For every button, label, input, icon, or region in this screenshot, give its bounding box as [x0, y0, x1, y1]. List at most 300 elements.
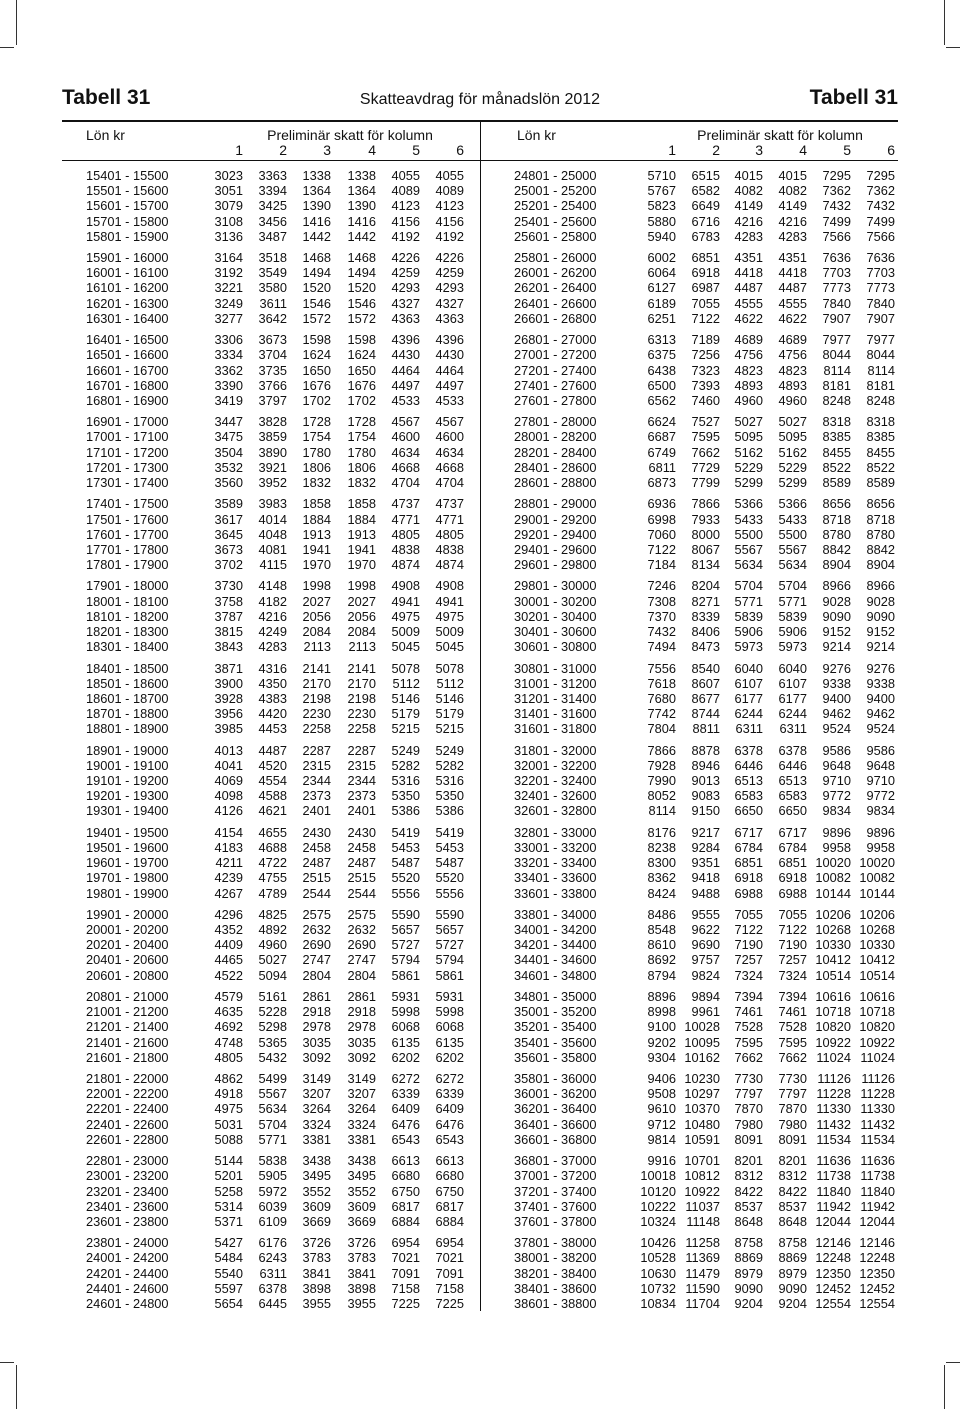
tax-column-4: 4756 — [778, 347, 807, 363]
tax-column-3: 6988 — [734, 885, 763, 901]
tax-column-2: 11590 — [685, 1280, 720, 1296]
tax-column-2: 8946 — [691, 757, 720, 773]
table-row — [0, 825, 960, 840]
tax-column-1: 3475 — [214, 429, 243, 445]
tax-column-4: 2258 — [347, 721, 376, 737]
tax-column-4: 1970 — [347, 557, 376, 573]
tax-column-6: 4771 — [435, 511, 464, 527]
income-range: 34201 - 34400 — [514, 937, 597, 953]
table-row — [0, 229, 960, 244]
tax-column-3: 4149 — [734, 198, 763, 214]
tax-column-4: 4622 — [778, 310, 807, 326]
tax-column-1: 4522 — [214, 967, 243, 983]
income-range: 26201 - 26400 — [514, 280, 597, 296]
tax-column-2: 10701 — [684, 1153, 720, 1169]
tax-column-5: 7295 — [822, 168, 851, 183]
tax-column-2: 9083 — [691, 788, 720, 804]
tax-column-2: 9351 — [691, 855, 720, 871]
income-range: 30401 - 30600 — [514, 624, 597, 640]
tax-column-2: 4520 — [258, 757, 287, 773]
tax-column-1: 3419 — [214, 392, 243, 408]
tax-column-1: 7990 — [647, 773, 676, 789]
tax-column-1: 4041 — [214, 757, 243, 773]
tax-column-4: 1728 — [347, 414, 376, 430]
tax-column-4: 4689 — [778, 332, 807, 348]
tax-column-2: 10297 — [684, 1086, 720, 1102]
tax-column-3: 3552 — [302, 1183, 331, 1199]
tax-column-5: 5657 — [391, 922, 420, 938]
tax-column-6: 11840 — [860, 1183, 895, 1199]
tax-column-3: 1780 — [302, 444, 331, 460]
income-range: 16201 - 16300 — [86, 295, 169, 311]
tax-column-5: 7499 — [822, 213, 851, 229]
tax-column-5: 4567 — [391, 414, 420, 430]
tax-column-2: 7393 — [691, 377, 720, 393]
tax-column-4: 7394 — [778, 988, 807, 1004]
tax-column-1: 6687 — [647, 429, 676, 445]
tax-column-5: 11534 — [816, 1131, 851, 1147]
tax-column-2: 3394 — [258, 183, 287, 199]
tax-column-4: 5567 — [778, 541, 807, 557]
tax-column-6: 11024 — [860, 1049, 895, 1065]
tax-column-6: 4634 — [435, 444, 464, 460]
income-range: 19701 - 19800 — [86, 870, 169, 886]
row-group — [0, 332, 960, 408]
tax-column-4: 5634 — [778, 557, 807, 573]
tax-column-6: 7295 — [866, 168, 895, 183]
tax-column-3: 1858 — [302, 496, 331, 512]
tax-column-2: 7866 — [691, 496, 720, 512]
tax-column-5: 12452 — [815, 1280, 851, 1296]
tax-column-5: 7773 — [822, 280, 851, 296]
income-range: 36801 - 37000 — [514, 1153, 597, 1169]
tax-column-2: 8271 — [691, 593, 720, 609]
tax-column-4: 3438 — [347, 1153, 376, 1169]
tax-column-4: 8758 — [778, 1235, 807, 1251]
tax-column-3: 1806 — [302, 459, 331, 475]
tax-column-4: 6513 — [778, 773, 807, 789]
tax-column-3: 2258 — [302, 721, 331, 737]
income-range: 32201 - 32400 — [514, 773, 597, 789]
income-range: 30201 - 30400 — [514, 608, 597, 624]
tax-column-3: 8422 — [734, 1183, 763, 1199]
income-range: 36401 - 36600 — [514, 1116, 597, 1132]
tax-column-3: 2344 — [302, 773, 331, 789]
tax-column-5: 5179 — [391, 706, 420, 722]
tax-column-3: 1572 — [302, 310, 331, 326]
tax-column-5: 11330 — [816, 1101, 851, 1117]
tax-column-5: 11126 — [817, 1071, 851, 1087]
tax-column-6: 4805 — [435, 526, 464, 542]
tax-column-2: 5499 — [258, 1071, 287, 1087]
tax-column-1: 8998 — [647, 1004, 676, 1020]
tax-column-5: 8656 — [822, 496, 851, 512]
column-number-5: 5 — [843, 142, 851, 158]
income-range: 16401 - 16500 — [86, 332, 169, 348]
tax-column-4: 2315 — [347, 757, 376, 773]
tax-column-2: 9622 — [691, 922, 720, 938]
tax-column-3: 4622 — [734, 310, 763, 326]
column-number-row — [0, 142, 960, 158]
tax-column-4: 1941 — [347, 541, 376, 557]
tax-column-5: 6339 — [391, 1086, 420, 1102]
tax-column-4: 6040 — [778, 660, 807, 676]
tax-column-1: 7246 — [647, 578, 676, 594]
tax-column-3: 2198 — [302, 690, 331, 706]
tax-column-6: 7225 — [435, 1295, 464, 1311]
tax-column-1: 3334 — [214, 347, 243, 363]
income-range: 17201 - 17300 — [86, 459, 169, 475]
income-range: 20801 - 21000 — [86, 988, 169, 1004]
column-number-4: 4 — [368, 142, 376, 158]
tax-column-5: 5249 — [391, 742, 420, 758]
tax-column-3: 8979 — [734, 1265, 763, 1281]
tax-column-4: 3207 — [347, 1086, 376, 1102]
tax-column-6: 9400 — [866, 690, 895, 706]
tax-column-1: 3164 — [214, 250, 243, 266]
tax-column-5: 11840 — [816, 1183, 851, 1199]
tax-column-5: 5998 — [391, 1004, 420, 1020]
tax-column-1: 3108 — [214, 213, 243, 229]
tax-column-5: 5556 — [391, 885, 420, 901]
tax-column-4: 3324 — [347, 1116, 376, 1132]
tax-column-3: 2315 — [302, 757, 331, 773]
tax-column-6: 5282 — [435, 757, 464, 773]
tax-column-3: 1884 — [302, 511, 331, 527]
tax-column-6: 9462 — [866, 706, 895, 722]
row-group — [0, 661, 960, 737]
tax-column-5: 10820 — [815, 1019, 851, 1035]
tax-column-3: 1390 — [302, 198, 331, 214]
column-number-2: 2 — [712, 142, 720, 158]
income-range: 19101 - 19200 — [86, 773, 169, 789]
tax-column-4: 4823 — [778, 362, 807, 378]
tax-column-2: 3611 — [259, 295, 287, 311]
tax-column-6: 7091 — [435, 1265, 464, 1281]
tax-column-2: 4487 — [258, 742, 287, 758]
tax-column-1: 6313 — [647, 332, 676, 348]
income-range: 28401 - 28600 — [514, 459, 597, 475]
tax-column-6: 10020 — [859, 855, 895, 871]
tax-column-6: 5316 — [435, 773, 464, 789]
tax-column-4: 4015 — [778, 168, 807, 183]
table-row — [0, 414, 960, 429]
tax-column-5: 12248 — [815, 1250, 851, 1266]
tax-column-3: 8091 — [734, 1131, 763, 1147]
tax-column-5: 5316 — [391, 773, 420, 789]
income-range: 25801 - 26000 — [514, 250, 597, 266]
table-row — [0, 1214, 960, 1229]
income-range: 24401 - 24600 — [86, 1280, 169, 1296]
tax-column-5: 9152 — [822, 624, 851, 640]
tax-column-1: 6624 — [647, 414, 676, 430]
tax-column-6: 10412 — [859, 952, 895, 968]
tax-column-5: 11738 — [816, 1168, 851, 1184]
tax-column-2: 8811 — [692, 721, 720, 737]
tax-column-3: 7528 — [734, 1019, 763, 1035]
row-group — [0, 1071, 960, 1147]
tax-column-1: 5880 — [647, 213, 676, 229]
tax-column-6: 4874 — [435, 557, 464, 573]
tax-column-3: 1624 — [302, 347, 331, 363]
tax-column-3: 1998 — [302, 578, 331, 594]
tax-column-1: 3787 — [214, 608, 243, 624]
table-row — [0, 721, 960, 736]
tax-column-2: 7595 — [691, 429, 720, 445]
tax-column-4: 2287 — [347, 742, 376, 758]
tax-column-4: 7190 — [778, 937, 807, 953]
tax-column-3: 5634 — [734, 557, 763, 573]
income-range: 17501 - 17600 — [86, 511, 169, 527]
tax-column-5: 6954 — [391, 1235, 420, 1251]
tax-column-2: 10922 — [684, 1183, 720, 1199]
income-range: 19901 - 20000 — [86, 906, 169, 922]
tax-column-5: 5146 — [391, 690, 420, 706]
income-range: 15701 - 15800 — [86, 213, 169, 229]
row-group — [0, 414, 960, 490]
tax-column-5: 8780 — [822, 526, 851, 542]
tax-column-2: 10370 — [684, 1101, 720, 1117]
tax-column-1: 8300 — [647, 855, 676, 871]
tax-column-5: 4771 — [391, 511, 420, 527]
tax-column-6: 12146 — [859, 1235, 895, 1251]
tax-column-2: 6716 — [691, 213, 720, 229]
tax-column-1: 6811 — [648, 459, 676, 475]
income-range: 27001 - 27200 — [514, 347, 597, 363]
tax-column-3: 2804 — [302, 967, 331, 983]
tax-column-4: 5366 — [778, 496, 807, 512]
table-row — [0, 1132, 960, 1147]
tax-column-2: 4115 — [259, 557, 287, 573]
tax-column-2: 5027 — [258, 952, 287, 968]
row-group — [0, 168, 960, 244]
tax-column-5: 4600 — [391, 429, 420, 445]
tax-column-1: 3504 — [214, 444, 243, 460]
tax-column-6: 4737 — [435, 496, 464, 512]
income-range: 17401 - 17500 — [86, 496, 169, 512]
income-range: 19801 - 19900 — [86, 885, 169, 901]
tax-column-5: 6409 — [391, 1101, 420, 1117]
tax-column-5: 7977 — [822, 332, 851, 348]
tax-column-3: 6650 — [734, 803, 763, 819]
tax-column-6: 12248 — [859, 1250, 895, 1266]
tax-column-3: 3092 — [302, 1049, 331, 1065]
tax-column-2: 4825 — [258, 906, 287, 922]
table-row — [0, 624, 960, 639]
income-range: 23001 - 23200 — [86, 1168, 169, 1184]
tax-column-1: 7122 — [647, 541, 676, 557]
tax-column-6: 4293 — [435, 280, 464, 296]
tax-column-2: 7729 — [691, 459, 720, 475]
tax-column-3: 7730 — [734, 1071, 763, 1087]
income-range: 32001 - 32200 — [514, 757, 597, 773]
tax-column-3: 1520 — [302, 280, 331, 296]
tax-column-3: 6244 — [734, 706, 763, 722]
tax-column-4: 7662 — [778, 1049, 807, 1065]
tax-column-2: 4148 — [258, 578, 287, 594]
tax-column-5: 4634 — [391, 444, 420, 460]
tax-column-3: 2373 — [302, 788, 331, 804]
tax-column-3: 6784 — [734, 839, 763, 855]
tax-column-5: 4327 — [391, 295, 420, 311]
tax-column-2: 3828 — [258, 414, 287, 430]
tax-column-4: 6650 — [778, 803, 807, 819]
tax-column-6: 10616 — [859, 988, 895, 1004]
tax-column-3: 1546 — [302, 295, 331, 311]
tax-column-4: 9204 — [778, 1295, 807, 1311]
tax-column-5: 4737 — [391, 496, 420, 512]
tax-column-5: 7225 — [391, 1295, 420, 1311]
tax-column-1: 8114 — [648, 803, 676, 819]
tax-column-3: 1832 — [302, 475, 331, 491]
tax-column-1: 9712 — [647, 1116, 676, 1132]
tax-column-5: 8718 — [822, 511, 851, 527]
income-range: 33801 - 34000 — [514, 906, 597, 922]
tax-column-6: 9028 — [866, 593, 895, 609]
income-range: 25001 - 25200 — [514, 183, 597, 199]
tax-column-6: 4226 — [435, 250, 464, 266]
income-range: 37001 - 37200 — [514, 1168, 597, 1184]
tax-column-3: 6513 — [734, 773, 763, 789]
tax-column-6: 6135 — [435, 1034, 464, 1050]
tax-column-6: 7499 — [866, 213, 895, 229]
tax-column-2: 3642 — [258, 310, 287, 326]
tax-column-2: 3673 — [258, 332, 287, 348]
tax-column-2: 5634 — [258, 1101, 287, 1117]
tax-column-4: 4960 — [778, 392, 807, 408]
income-range: 17601 - 17700 — [86, 526, 169, 542]
tax-column-4: 1624 — [347, 347, 376, 363]
tax-column-1: 4013 — [214, 742, 243, 758]
tax-column-1: 3306 — [214, 332, 243, 348]
table-row — [0, 639, 960, 654]
tax-column-5: 4430 — [391, 347, 420, 363]
tax-column-1: 3221 — [214, 280, 243, 296]
tax-column-5: 8248 — [822, 392, 851, 408]
tax-column-3: 5839 — [734, 608, 763, 624]
tax-column-2: 7799 — [691, 475, 720, 491]
income-range: 20401 - 20600 — [86, 952, 169, 968]
tax-column-5: 8318 — [822, 414, 851, 430]
tax-column-6: 8842 — [866, 541, 895, 557]
tax-column-6: 4123 — [435, 198, 464, 214]
tax-column-1: 3249 — [214, 295, 243, 311]
tax-column-1: 3277 — [214, 310, 243, 326]
income-range: 20601 - 20800 — [86, 967, 169, 983]
tax-column-2: 9690 — [691, 937, 720, 953]
tax-column-1: 10630 — [640, 1265, 676, 1281]
tax-column-4: 4555 — [778, 295, 807, 311]
tax-column-6: 11330 — [860, 1101, 895, 1117]
income-range: 27801 - 28000 — [514, 414, 597, 430]
tax-column-5: 4464 — [391, 362, 420, 378]
tax-column-6: 4668 — [435, 459, 464, 475]
tax-column-3: 1650 — [302, 362, 331, 378]
tax-column-2: 8677 — [691, 690, 720, 706]
income-range: 22001 - 22200 — [86, 1086, 169, 1102]
tax-column-5: 12044 — [815, 1213, 851, 1229]
table-row — [0, 1296, 960, 1311]
tax-column-4: 1780 — [347, 444, 376, 460]
tax-column-1: 3758 — [214, 593, 243, 609]
tax-column-6: 4704 — [435, 475, 464, 491]
tax-column-3: 8648 — [734, 1213, 763, 1229]
tax-column-1: 8794 — [647, 967, 676, 983]
income-range: 16101 - 16200 — [86, 280, 169, 296]
tax-column-3: 1913 — [302, 526, 331, 542]
tax-column-3: 8312 — [734, 1168, 763, 1184]
tax-column-4: 8869 — [778, 1250, 807, 1266]
table-row — [0, 183, 960, 198]
tax-column-2: 4283 — [258, 639, 287, 655]
tax-column-3: 4893 — [734, 377, 763, 393]
tax-column-4: 2515 — [347, 870, 376, 886]
tax-column-3: 5704 — [734, 578, 763, 594]
tax-column-4: 2230 — [347, 706, 376, 722]
table-row — [0, 1019, 960, 1034]
tax-column-4: 2632 — [347, 922, 376, 938]
tax-column-3: 5500 — [734, 526, 763, 542]
tax-column-4: 2401 — [347, 803, 376, 819]
table-row — [0, 1117, 960, 1132]
tax-column-5: 11942 — [816, 1198, 851, 1214]
income-range: 35601 - 35800 — [514, 1049, 597, 1065]
tax-column-5: 5215 — [391, 721, 420, 737]
income-range: 20001 - 20200 — [86, 922, 169, 938]
tax-column-5: 4838 — [391, 541, 420, 557]
tax-column-5: 10082 — [815, 870, 851, 886]
table-row — [0, 347, 960, 362]
tax-column-1: 3956 — [214, 706, 243, 722]
income-range: 31601 - 31800 — [514, 721, 597, 737]
tax-column-4: 1832 — [347, 475, 376, 491]
tax-column-6: 5386 — [435, 803, 464, 819]
income-range: 38001 - 38200 — [514, 1250, 597, 1266]
tax-column-6: 12044 — [859, 1213, 895, 1229]
tax-column-2: 7527 — [691, 414, 720, 430]
income-range: 15501 - 15600 — [86, 183, 169, 199]
column-number-4: 4 — [799, 142, 807, 158]
tax-column-6: 5419 — [435, 824, 464, 840]
income-range: 15601 - 15700 — [86, 198, 169, 214]
tax-column-4: 1884 — [347, 511, 376, 527]
tax-column-5: 7091 — [391, 1265, 420, 1281]
tax-column-1: 9406 — [647, 1071, 676, 1087]
table-row — [0, 168, 960, 183]
tax-column-4: 1806 — [347, 459, 376, 475]
tax-column-5: 9400 — [822, 690, 851, 706]
tax-column-1: 10120 — [640, 1183, 676, 1199]
table-row — [0, 922, 960, 937]
tax-column-5: 4293 — [391, 280, 420, 296]
tax-column-4: 3264 — [347, 1101, 376, 1117]
tax-column-4: 3149 — [347, 1071, 376, 1087]
table-row — [0, 1250, 960, 1265]
tax-column-2: 8744 — [691, 706, 720, 722]
tax-column-1: 3447 — [214, 414, 243, 430]
tax-column-5: 7362 — [822, 183, 851, 199]
tax-column-1: 8362 — [647, 870, 676, 886]
tax-column-1: 6438 — [647, 362, 676, 378]
row-group — [0, 743, 960, 819]
table-row — [0, 691, 960, 706]
tax-column-3: 4960 — [734, 392, 763, 408]
income-range: 30601 - 30800 — [514, 639, 597, 655]
tax-column-4: 3726 — [347, 1235, 376, 1251]
tax-column-4: 7461 — [778, 1004, 807, 1020]
income-range: 34601 - 34800 — [514, 967, 597, 983]
tax-column-2: 4216 — [258, 608, 287, 624]
